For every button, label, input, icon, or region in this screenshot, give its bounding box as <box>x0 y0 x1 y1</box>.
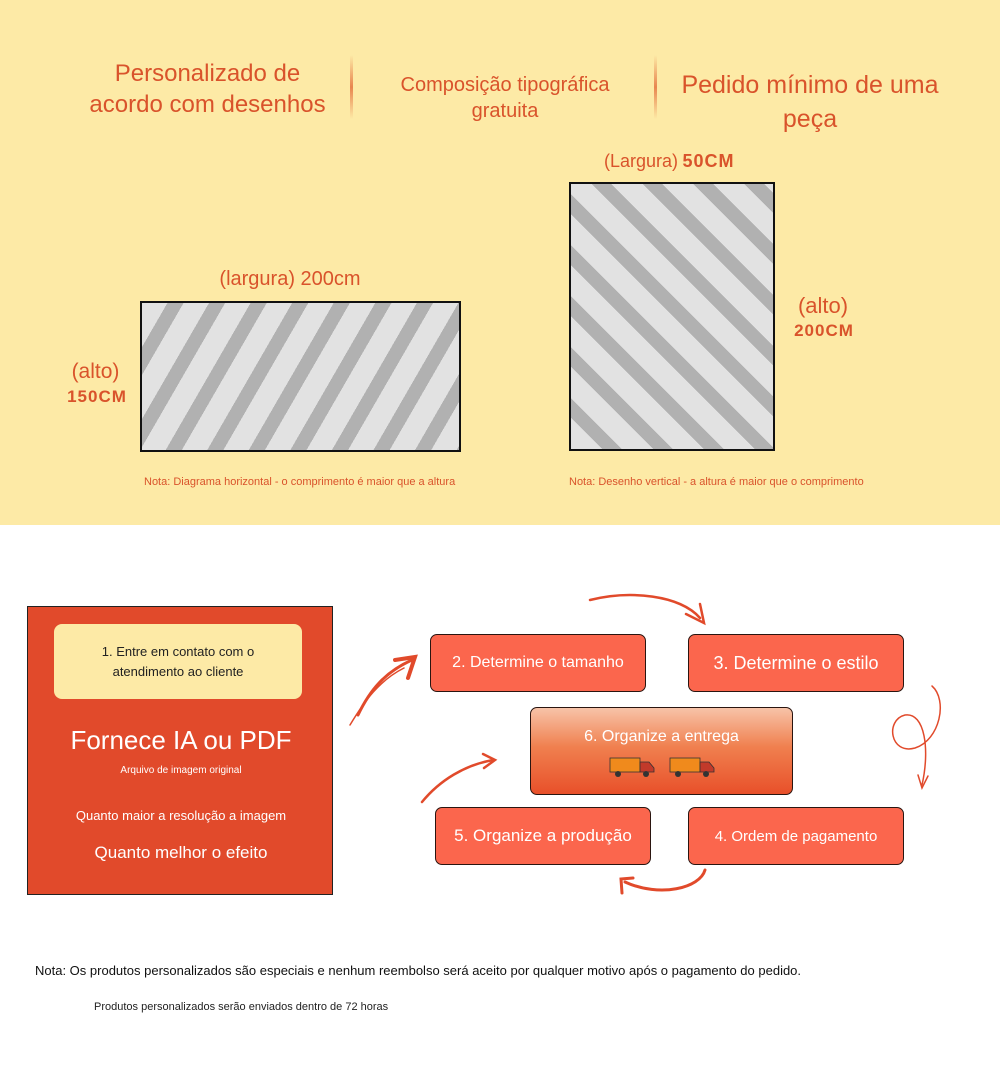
step-arrange-delivery[interactable] <box>530 707 793 795</box>
truck-icons <box>609 756 715 778</box>
step-delivery-label: 6. Organize a entrega <box>584 728 739 745</box>
feature-free-typesetting: Composição tipográfica gratuita <box>400 74 610 122</box>
panel-subtitle: Arquivo de imagem original <box>120 765 242 776</box>
horizontal-height-word: (alto) <box>71 360 120 383</box>
panel-effect-line: Quanto melhor o efeito <box>94 843 268 862</box>
vertical-height-word: (alto) <box>797 293 849 318</box>
step-arrange-production[interactable]: 5. Organize a produção <box>435 807 651 865</box>
vertical-width-word: (Largura) <box>604 151 679 171</box>
horizontal-width-label: (largura) 200cm <box>219 268 361 290</box>
panel-title: Fornece IA ou PDF <box>70 725 292 755</box>
contact-text: 1. Entre em contato com o atendimento ao cliente <box>101 643 255 679</box>
feature-custom-design: Personalizado de acordo com desenhos <box>89 60 326 118</box>
step-determine-size[interactable]: 2. Determine o tamanho <box>430 634 646 692</box>
vertical-note: Nota: Desenho vertical - a altura é maior que o comprimento <box>569 476 864 488</box>
step-payment-order[interactable]: 4. Ordem de pagamento <box>688 807 904 865</box>
vertical-width-value: 50CM <box>682 151 735 171</box>
feature-min-order: Pedido mínimo de uma peça <box>681 71 939 133</box>
shipping-time-note: Produtos personalizados serão enviados dentro de 72 horas <box>94 1001 389 1013</box>
vertical-height-value: 200CM <box>794 321 854 340</box>
horizontal-height-value: 150CM <box>67 387 127 406</box>
truck-icon <box>609 756 655 778</box>
horizontal-note: Nota: Diagrama horizontal - o comprimento é maior que a altura <box>144 476 456 488</box>
panel-resolution-line: Quanto maior a resolução a imagem <box>75 808 287 823</box>
refund-policy-note: Nota: Os produtos personalizados são especiais e nenhum reembolso será aceito por qualquer motivo após o pagamento do pedido. <box>35 963 802 978</box>
truck-icon <box>669 756 715 778</box>
step-determine-style[interactable]: 3. Determine o estilo <box>688 634 904 692</box>
